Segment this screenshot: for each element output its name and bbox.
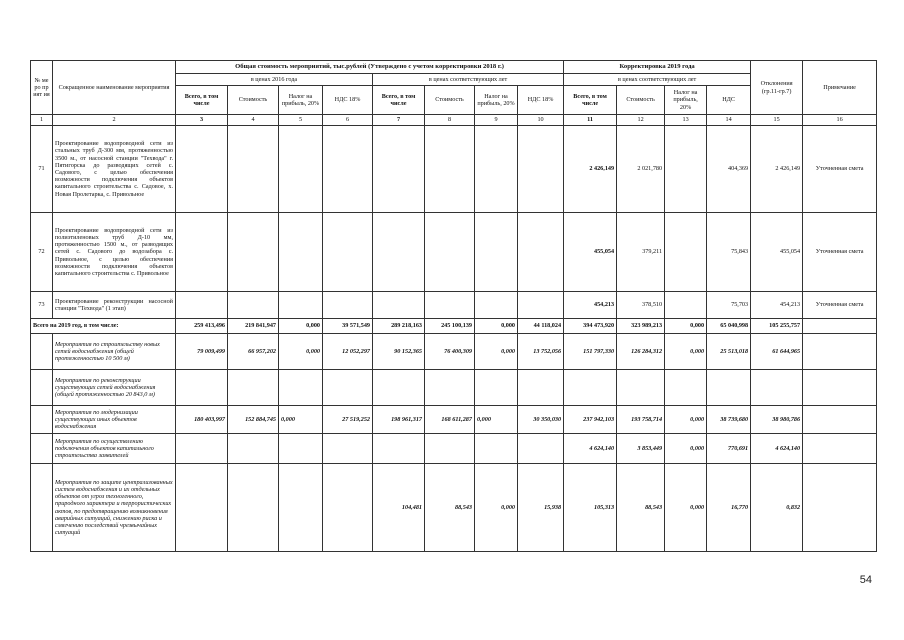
cell-empty [518,126,564,213]
col-number: 1 [31,115,53,126]
group-value: 13 752,056 [518,334,564,370]
group-value: 12 052,297 [323,334,373,370]
total-value: 0,000 [475,319,518,334]
header-name: Сокращенное наименование мероприятия [53,61,176,115]
row-value: 404,369 [707,126,751,213]
row-value: 2 021,780 [617,126,665,213]
header-col-tax: Налог на прибыль, 20% [279,86,323,115]
cell-empty [31,434,53,464]
group-row [31,434,877,464]
cell-empty [373,126,425,213]
cell-empty [323,292,373,319]
cell-empty [475,126,518,213]
group-name: Мероприятия по осуществлению подключения объектов капитального строительства заявителей [53,434,176,464]
col-number: 16 [803,115,877,126]
table-row [31,126,877,213]
row-value: 455,054 [564,213,617,292]
row-name: Проектирование реконструкции насосной станции "Техвода" (1 этап) [53,292,176,319]
col-number: 15 [751,115,803,126]
header-col-tax-3: Налог на прибыль, 20% [665,86,707,115]
group-value: 0,000 [475,464,518,552]
total-label: Всего на 2019 год, в том числе: [31,319,176,334]
total-value: 65 040,998 [707,319,751,334]
cell-empty [31,406,53,434]
group-value [373,370,425,406]
group-value [279,370,323,406]
group-value [323,370,373,406]
cost-table-sheet [30,60,876,552]
row-value: 379,211 [617,213,665,292]
cell-empty [425,126,475,213]
col-number: 14 [707,115,751,126]
total-row [31,319,877,334]
table-row [31,213,877,292]
cell-empty [803,334,877,370]
col-number: 12 [617,115,665,126]
group-value: 0,000 [475,406,518,434]
group-value [564,370,617,406]
group-value: 237 942,103 [564,406,617,434]
col-number: 11 [564,115,617,126]
row-value: 75,703 [707,292,751,319]
group-value [617,370,665,406]
group-value: 180 403,997 [176,406,228,434]
header-col-vat: НДС [707,86,751,115]
group-value: 0,000 [475,334,518,370]
row-note: Уточненная смета [803,126,877,213]
total-value: 259 413,496 [176,319,228,334]
group-value [176,370,228,406]
column-number-row [31,115,877,126]
header-prices-current: в ценах соответствующих лет [373,74,564,86]
group-value [176,434,228,464]
group-value: 4 624,140 [751,434,803,464]
header-prices-current-2: в ценах соответствующих лет [564,74,751,86]
group-value [279,464,323,552]
group-value: 30 350,030 [518,406,564,434]
group-value [475,434,518,464]
group-value: 66 957,202 [228,334,279,370]
cell-empty [475,292,518,319]
cell-empty [279,126,323,213]
group-value: 61 644,965 [751,334,803,370]
cell-empty [518,213,564,292]
cell-empty [31,370,53,406]
group-value [665,370,707,406]
group-value: 25 513,018 [707,334,751,370]
group-value [373,434,425,464]
group-value: 4 624,140 [564,434,617,464]
cell-empty [228,126,279,213]
total-value: 245 100,139 [425,319,475,334]
group-value [323,434,373,464]
group-value: 90 152,365 [373,334,425,370]
cell-empty [176,292,228,319]
row-note: Уточненная смета [803,292,877,319]
group-value [425,434,475,464]
cell-empty [803,434,877,464]
group-value: 0,000 [665,464,707,552]
cell-empty [176,126,228,213]
group-value [425,370,475,406]
header-col-vat18-2: НДС 18% [518,86,564,115]
group-name: Мероприятия по защите централизованных систем водоснабжения и их отдельных объектов от угроз техногенного, природного характера и террористических актов, по предотвращению возникновения аварийных ситуаций, снижению риска и смягчению последствий чрезвычайных ситуаций [53,464,176,552]
total-value: 44 118,024 [518,319,564,334]
cell-empty [279,292,323,319]
group-row [31,464,877,552]
cell-empty [228,213,279,292]
group-name: Мероприятия по строительству новых сетей водоснабжения (общей протяженностью 10 500 м) [53,334,176,370]
group-value: 0,000 [665,434,707,464]
group-value [475,370,518,406]
group-value: 168 611,287 [425,406,475,434]
cell-empty [31,334,53,370]
group-value: 15,938 [518,464,564,552]
header-col-cost-3: Стоимость [617,86,665,115]
group-value: 79 009,499 [176,334,228,370]
col-number: 4 [228,115,279,126]
group-value: 151 797,330 [564,334,617,370]
col-number: 8 [425,115,475,126]
cell-empty [425,213,475,292]
group-value: 0,832 [751,464,803,552]
group-value: 27 519,252 [323,406,373,434]
group-value: 193 758,714 [617,406,665,434]
col-number: 6 [323,115,373,126]
group-value: 0,000 [665,406,707,434]
group-value: 0,000 [665,334,707,370]
col-number: 13 [665,115,707,126]
header-col-cost-2: Стоимость [425,86,475,115]
cell-empty [803,406,877,434]
cell-empty [425,292,475,319]
col-number: 2 [53,115,176,126]
cell-empty [373,213,425,292]
table-row [31,292,877,319]
group-value: 0,000 [279,334,323,370]
group-value [323,464,373,552]
group-value: 88,543 [425,464,475,552]
row-num: 73 [31,292,53,319]
total-value: 39 571,549 [323,319,373,334]
row-name: Проектирование водопроводной сети из полиэтиленовых труб Д-10 мм, протяженностью 1500 м., от разводящих сетей с. Садового до водозабора с. Привольное, с целью обеспечения возможности подключения объектов капитального строительства с. Привольное [53,213,176,292]
cell-empty [228,292,279,319]
total-value: 105 255,757 [751,319,803,334]
row-note: Уточненная смета [803,213,877,292]
header-num: № ме ро пр ият ия [31,61,53,115]
row-value: 454,213 [751,292,803,319]
header-deviation: Отклонения (гр.11-гр.7) [751,61,803,115]
header-col-total-3: Всего, в том числе [564,86,617,115]
group-row [31,370,877,406]
total-value: 289 218,163 [373,319,425,334]
cost-table [30,60,877,552]
row-value: 2 426,149 [564,126,617,213]
group-value: 88,543 [617,464,665,552]
header-col-cost: Стоимость [228,86,279,115]
row-value: 454,213 [564,292,617,319]
row-name: Проектирование водопроводной сети из стальных труб Д-300 мм, протяженностью 3500 м., от насосной станции "Техвода" г. Пятигорска до разводящих сетей с. Садового, с целью обеспечения возможности подключения объектов капитального строительства с. Садовое, х. Новая Пролетарка, с. Привольное [53,126,176,213]
total-value: 0,000 [279,319,323,334]
total-value: 394 473,920 [564,319,617,334]
header-col-tax-2: Налог на прибыль, 20% [475,86,518,115]
col-number: 10 [518,115,564,126]
group-value: 38 739,680 [707,406,751,434]
header-col-total-2: Всего, в том числе [373,86,425,115]
total-value: 0,000 [665,319,707,334]
total-value: 219 841,947 [228,319,279,334]
group-value: 770,691 [707,434,751,464]
cell-empty [475,213,518,292]
group-value: 152 884,745 [228,406,279,434]
group-value: 105,313 [564,464,617,552]
cell-empty [803,370,877,406]
cell-empty [323,213,373,292]
header-col-vat18: НДС 18% [323,86,373,115]
cell-empty [803,319,877,334]
header-corr-group: Корректировка 2019 года [564,61,751,74]
row-value: 378,510 [617,292,665,319]
row-num: 71 [31,126,53,213]
group-value [518,370,564,406]
cell-empty [373,292,425,319]
cell-empty [803,464,877,552]
group-value: 16,770 [707,464,751,552]
group-name: Мероприятия по реконструкции существующих сетей водоснабжения (общей протяженностью 20 843,0 м) [53,370,176,406]
group-value: 104,481 [373,464,425,552]
header-prices-2016: в ценах 2016 года [176,74,373,86]
group-value [228,370,279,406]
col-number: 7 [373,115,425,126]
group-value [228,464,279,552]
group-row [31,334,877,370]
row-value [665,213,707,292]
total-value: 323 989,213 [617,319,665,334]
cell-empty [518,292,564,319]
group-value [707,370,751,406]
group-value [176,464,228,552]
row-value: 75,843 [707,213,751,292]
group-value [751,370,803,406]
col-number: 3 [176,115,228,126]
row-value [665,292,707,319]
col-number: 5 [279,115,323,126]
cell-empty [323,126,373,213]
header-note: Примечание [803,61,877,115]
group-value: 198 961,317 [373,406,425,434]
group-value [228,434,279,464]
row-value: 455,054 [751,213,803,292]
col-number: 9 [475,115,518,126]
group-value [518,434,564,464]
group-value: 126 284,312 [617,334,665,370]
header-total-group: Общая стоимость мероприятий, тыс.рублей (Утверждено с учетом корректировки 2018 г.) [176,61,564,74]
group-value: 3 853,449 [617,434,665,464]
page-number: 54 [859,574,872,586]
row-value [665,126,707,213]
cell-empty [31,464,53,552]
group-row [31,406,877,434]
header-col-total: Всего, в том числе [176,86,228,115]
group-value [279,434,323,464]
row-num: 72 [31,213,53,292]
group-name: Мероприятия по модернизации существующих иных объектов водоснабжения [53,406,176,434]
row-value: 2 426,149 [751,126,803,213]
group-value: 76 400,309 [425,334,475,370]
cell-empty [279,213,323,292]
group-value: 0,000 [279,406,323,434]
cell-empty [176,213,228,292]
group-value: 38 980,786 [751,406,803,434]
